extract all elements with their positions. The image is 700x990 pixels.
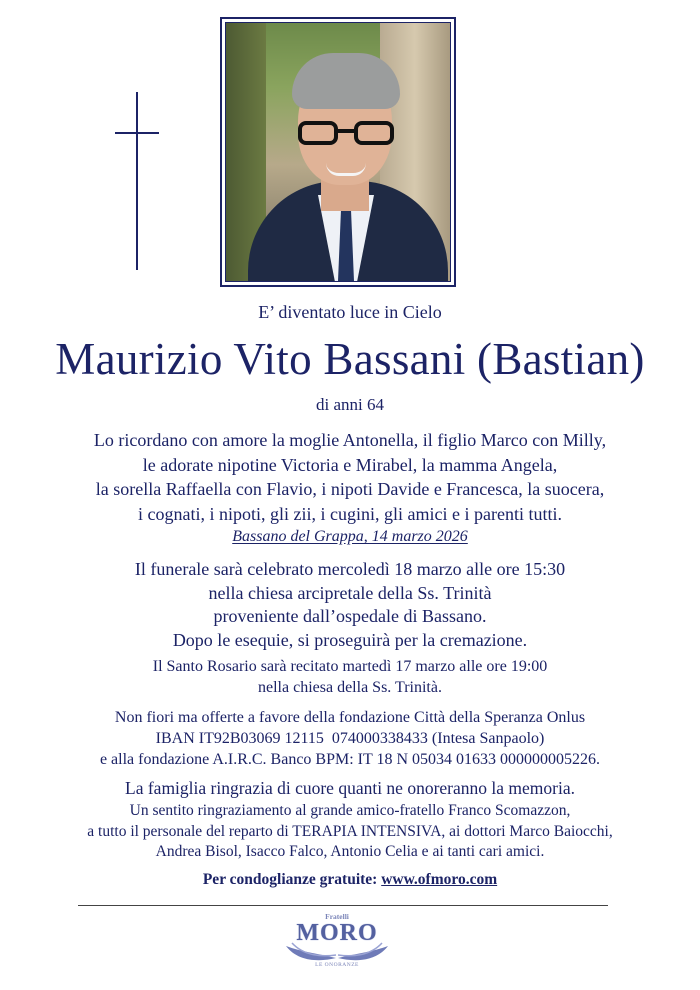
- intro-text: E’ diventato luce in Cielo: [258, 302, 442, 322]
- divider: [78, 905, 608, 906]
- funeral-line: nella chiesa arcipretale della Ss. Trinità: [208, 582, 492, 603]
- logo-sub-text: LE ONORANZE: [315, 962, 359, 968]
- portrait-photo: [220, 17, 456, 287]
- family-line: la sorella Raffaella con Flavio, i nipoti Davide e Francesca, la suocera,: [95, 479, 605, 499]
- family-line: i cognati, i nipoti, gli zii, i cugini, gli amici e i parenti tutti.: [138, 503, 562, 524]
- funeral-line: proveniente dall’ospedale di Bassano.: [213, 606, 487, 626]
- thanks-line: Andrea Bisol, Isacco Falco, Antonio Celia e ai tanti cari amici.: [155, 843, 545, 860]
- family-line: Lo ricordano con amore la moglie Antonella, il figlio Marco con Milly,: [93, 430, 607, 450]
- donations-paragraph: [0, 707, 700, 770]
- thanks-main: La famiglia ringrazia di cuore quanti ne onoreranno la memoria.: [125, 778, 575, 798]
- cross-icon: [115, 92, 159, 270]
- condolences-label: Per condoglianze gratuite:: [202, 871, 378, 888]
- rosary-line: Il Santo Rosario sarà recitato martedì 17 marzo alle ore 19:00: [152, 658, 548, 675]
- age-text: di anni 64: [316, 395, 384, 414]
- family-line: le adorate nipotine Victoria e Mirabel, la mamma Angela,: [142, 454, 558, 475]
- hands-icon: [284, 940, 390, 964]
- donation-line: Non fiori ma offerte a favore della fondazione Città della Speranza Onlus: [114, 709, 586, 726]
- logo-main-text: MORO: [296, 920, 378, 946]
- donation-line: e alla fondazione A.I.R.C. Banco BPM: IT 18 N 05034 01633 000000005226.: [99, 751, 601, 768]
- deceased-name: Maurizio Vito Bassani (Bastian): [55, 334, 645, 384]
- funeral-line: Il funerale sarà celebrato mercoledì 18 marzo alle ore 15:30: [134, 559, 566, 579]
- thanks-line: Un sentito ringraziamento al grande amico-fratello Franco Scomazzon,: [129, 802, 571, 819]
- logo-top-text: Fratelli: [325, 912, 349, 921]
- rosary-paragraph: [0, 656, 700, 698]
- condolences-link[interactable]: www.ofmoro.com: [381, 871, 498, 888]
- thanks-line: a tutto il personale del reparto di TERAPIA INTENSIVA, ai dottori Marco Baiocchi,: [87, 822, 613, 840]
- funeral-line: Dopo le esequie, si proseguirà per la cremazione.: [172, 629, 528, 650]
- place-date: Bassano del Grappa, 14 marzo 2026: [232, 528, 468, 545]
- donation-line: IBAN IT92B03069 12115 074000338433 (Intesa Sanpaolo): [155, 730, 545, 747]
- funeral-paragraph: [0, 558, 700, 652]
- thanks-paragraph: [0, 801, 700, 863]
- rosary-line: nella chiesa della Ss. Trinità.: [258, 679, 442, 696]
- family-paragraph: [0, 428, 700, 526]
- condolences: [0, 871, 700, 889]
- funeral-home-logo: [276, 910, 398, 972]
